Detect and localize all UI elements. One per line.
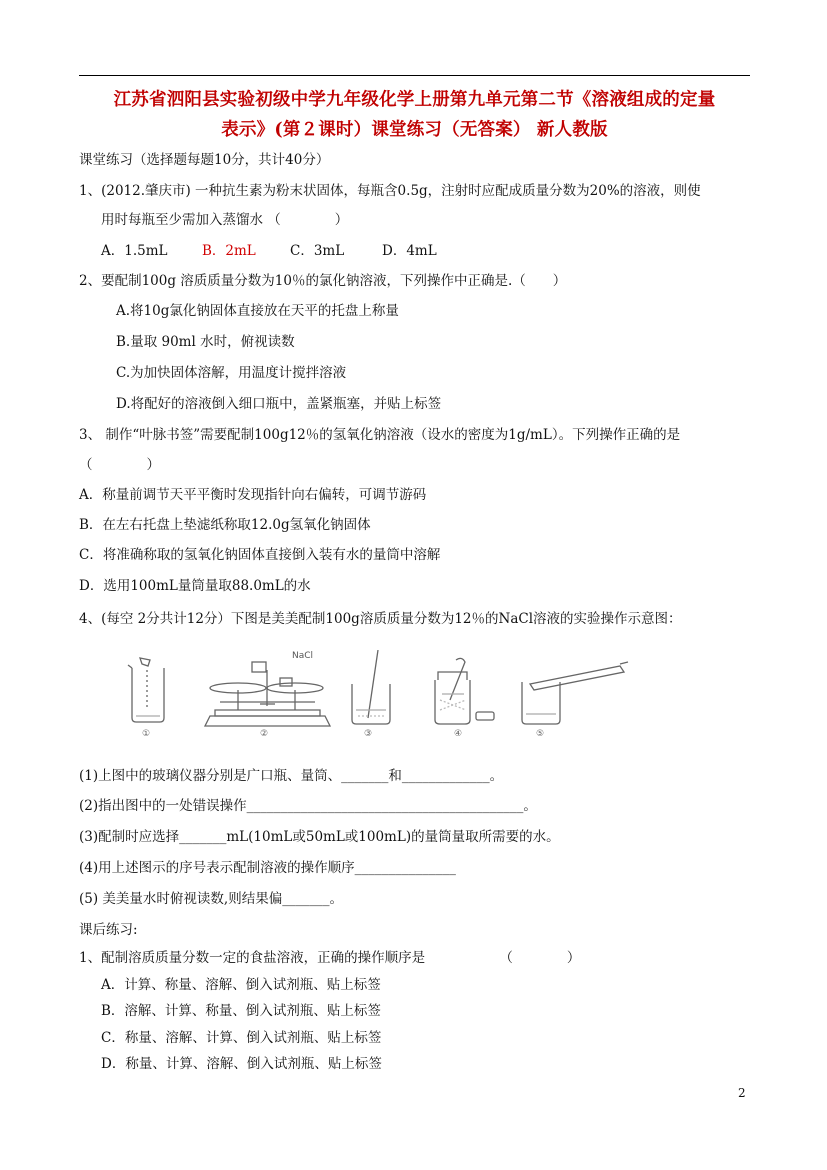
q2-stem: 2、要配制100g 溶质质量分数为10％的氯化钠溶液，下列操作中正确是.（ ） [79,273,567,289]
doc-title-line2: 表示》(第２课时）课堂练习（无答案） 新人教版 [221,120,608,140]
q4-subquestion-3: (3)配制时应选择_______mL(10mL或50mL或100mL)的量筒量取所需要的水。 [79,829,560,845]
q3-option-a: A．称量前调节天平平衡时发现指针向右偏转，可调节游码 [79,487,427,503]
section-heading-classwork: 课堂练习（选择题每题10分，共计40分） [79,152,330,168]
q3-stem-line1: 3、 制作“叶脉书签”需要配制100g12％的氢氧化钠溶液（设水的密度为1g/mL）。下列操作正确的是 [79,427,681,443]
reagent-jar-icon [435,658,494,724]
beaker-icon [128,658,164,722]
q3-option-b: B．在左右托盘上垫滤纸称取12.0g氢氧化钠固体 [79,517,371,533]
fig-label-2: ② [260,729,269,739]
q1-option-b: B．2mL [202,243,256,259]
q3-stem-line2: （ ） [79,457,160,473]
section-heading-homework: 课后练习: [79,922,138,938]
header-rule [79,75,750,76]
beaker-stirring-icon [352,650,390,724]
q2-option-a: A.将10g氯化钠固体直接放在天平的托盘上称量 [116,303,399,319]
q1-stem-line1: 1、(2012.肇庆市) 一种抗生素为粉末状固体，每瓶含0.5g，注射时应配成质量分数为20%的溶液，则使 [79,183,701,199]
q3-option-d: D．选用100mL量筒量取88.0mL的水 [79,578,311,594]
fig-nacl-label: NaCl [292,651,314,661]
q4-subquestion-4: (4)用上述图示的序号表示配制溶液的操作顺序_______________ [79,860,456,876]
doc-title-line1: 江苏省泗阳县实验初级中学九年级化学上册第九单元第二节《溶液组成的定量 [113,90,716,110]
q3-option-c: C．将准确称取的氢氧化钠固体直接倒入装有水的量筒中溶解 [79,547,441,563]
h1-option-d: D．称量、计算、溶解、倒入试剂瓶、贴上标签 [101,1056,382,1072]
q2-option-b: B.量取 90ml 水时，俯视读数 [116,334,295,350]
pouring-cylinder-icon [522,662,628,724]
q4-subquestion-5: (5) 美美量水时俯视读数,则结果偏_______。 [79,891,343,907]
h1-option-a: A．计算、称量、溶解、倒入试剂瓶、贴上标签 [101,977,381,993]
q4-subquestion-2: (2)指出图中的一处错误操作_________________________________________。 [79,798,537,814]
fig-label-3: ③ [364,729,373,739]
q4-subquestion-1: (1)上图中的玻璃仪器分别是广口瓶、量筒、_______和_____________。 [79,768,504,784]
h1-option-b: B．溶解、计算、称量、倒入试剂瓶、贴上标签 [101,1003,381,1019]
q1-option-c: C．3mL [290,243,345,259]
balance-scale-icon [205,662,330,726]
page-number: 2 [738,1086,746,1100]
q1-option-d: D．4mL [382,243,437,259]
q4-stem: 4、(每空 2分共计12分）下图是美美配制100g溶质质量分数为12％的NaCl溶液的实验操作示意图： [79,611,682,627]
fig-label-4: ④ [454,729,463,739]
q2-option-d: D.将配好的溶液倒入细口瓶中，盖紧瓶塞，并贴上标签 [116,396,442,412]
h1-stem: 1、配制溶质质量分数一定的食盐溶液，正确的操作顺序是 （ ） [79,950,581,966]
q1-option-a: A．1.5mL [101,243,168,259]
fig-label-1: ① [142,729,151,739]
q2-option-c: C.为加快固体溶解，用温度计搅拌溶液 [116,365,347,381]
q1-stem-line2: 用时每瓶至少需加入蒸馏水 （ ） [101,212,349,228]
h1-option-c: C．称量、溶解、计算、倒入试剂瓶、贴上标签 [101,1030,382,1046]
fig-label-5: ⑤ [536,729,545,739]
experiment-diagram [120,650,640,740]
